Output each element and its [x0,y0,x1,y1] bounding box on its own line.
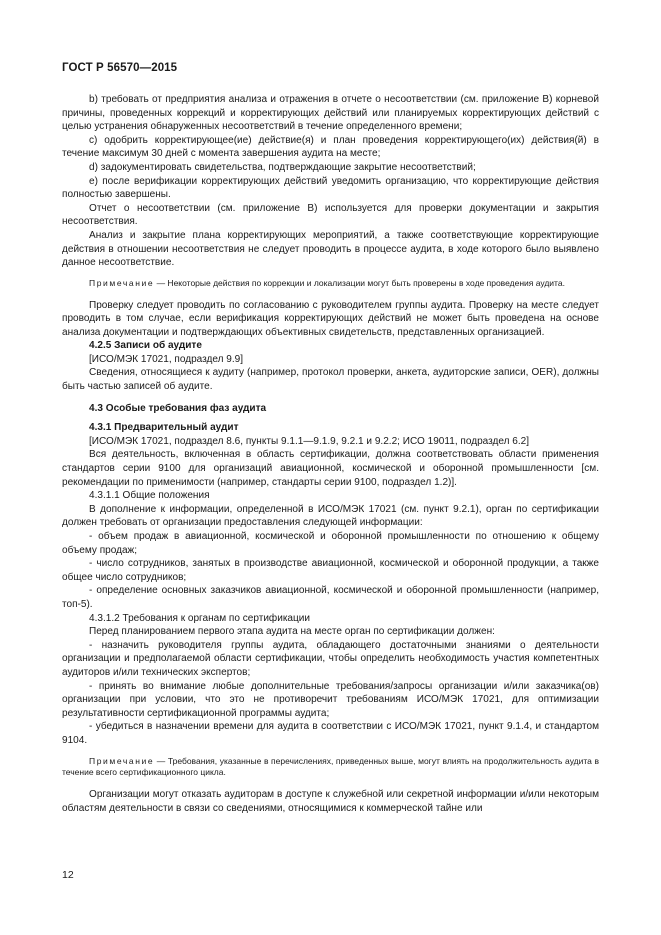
section-heading: 4.2.5 Записи об аудите [89,340,202,352]
body-paragraph: Анализ и закрытие плана корректирующих мероприятий, а также соответствующие корректирующие действия в отношении несоответствия не следует проводить в процессе аудита, в ходе которого было выявлено данное несоответствие. [62,229,599,269]
body-paragraph: В дополнение к информации, определенной в ИСО/МЭК 17021 (см. пункт 9.2.1), орган по сертификации должен требовать от организации предоставления следующей информации: [62,503,599,529]
body-paragraph: - принять во внимание любые дополнительные требования/запросы организации и/или заказчика(ов) организации при условии, что это не противоречит требованиям ИСО/МЭК 17021, для оптимизации результативности сертификационной программы аудита; [62,680,599,719]
body-paragraph: - объем продаж в авиационной, космической и оборонной промышленности по отношению к общему объему продаж; [62,531,599,556]
body-paragraph: Вся деятельность, включенная в область сертификации, должна соответствовать области применения стандартов серии 9100 для организаций авиационной, космической и оборонной промышленности [см. рекомендации по применимости (например, стандарты серии 9100, подраздел 1.2)]. [62,449,599,488]
section-heading: 4.3 Особые требования фаз аудита [89,402,267,414]
note-text: — Требования, указанные в перечислениях, приведенных выше, могут влиять на продолжительность аудита в течение всего сертификационного цикла. [62,755,599,778]
document-body [62,93,599,815]
note-label: Примечание [89,277,155,288]
document-header: ГОСТ Р 56570—2015 [62,62,178,74]
note-label: Примечание [89,755,155,766]
note-text: — Некоторые действия по коррекции и локализации могут быть проверены в ходе проведения аудита. [154,277,565,288]
note-paragraph [62,756,599,780]
body-paragraph: b) требовать от предприятия анализа и отражения в отчете о несоответствии (см. приложение В) корневой причины, проведенных коррекций и корректирующих действий или планируемых корректирующих действий с целью устранения обнаруженных несоответствий в течение определенного времени; [62,94,599,133]
body-paragraph: Организации могут отказать аудиторам в доступе к служебной или секретной информации и/или некоторым областям деятельности в связи со сведениями, относящимися к коммерческой тайне или [62,789,599,814]
body-paragraph: Перед планированием первого этапа аудита на месте орган по сертификации должен: [89,626,495,638]
body-paragraph: - назначить руководителя группы аудита, обладающего достаточными знаниями о деятельности организации и предполагаемой области сертификации, чтобы определить необходимость участия компетентных аудиторов и/или технических экспертов; [62,639,599,678]
body-paragraph: - число сотрудников, занятых в производстве авиационной, космической и оборонной продукции, а также общее число сотрудников; [62,558,599,583]
note-paragraph [62,278,599,290]
body-paragraph: - определение основных заказчиков авиационной, космической и оборонной промышленности (например, топ-5). [62,585,599,610]
body-paragraph: - убедиться в назначении времени для аудита в соответствии с ИСО/МЭК 17021, пункт 9.1.4, и стандартом 9104. [62,721,599,746]
body-paragraph: c) одобрить корректирующее(ие) действие(я) и план проведения корректирующего(их) действия(й) в течение максимум 30 дней с момента завершения аудита на месте; [62,134,599,160]
body-paragraph: [ИСО/МЭК 17021, подраздел 8.6, пункты 9.1.1—9.1.9, 9.2.1 и 9.2.2; ИСО 19011, подраздел 6.2] [89,435,530,447]
body-paragraph: Отчет о несоответствии (см. приложение В) используется для проверки документации и закрытия несоответствия. [62,202,599,228]
page-number: 12 [62,869,74,881]
body-paragraph: [ИСО/МЭК 17021, подраздел 9.9] [89,353,244,365]
body-paragraph: Проверку следует проводить по согласованию с руководителем группы аудита. Проверку на месте следует проводить в том случае, если верификация корректирующих действий не может быть проведена на основе анализа документации и подтверждающих объективных свидетельств, представленных организацией. [62,299,599,338]
body-paragraph: Сведения, относящиеся к аудиту (например, протокол проверки, анкета, аудиторские записи, OER), должны быть частью записей об аудите. [62,367,599,393]
body-paragraph: d) задокументировать свидетельства, подтверждающие закрытие несоответствий; [89,161,476,173]
body-paragraph: 4.3.1.1 Общие положения [89,490,210,502]
section-heading: 4.3.1 Предварительный аудит [89,422,239,434]
body-paragraph: 4.3.1.2 Требования к органам по сертификации [89,612,310,624]
body-paragraph: e) после верификации корректирующих действий уведомить организацию, что корректирующие действия полностью завершены. [62,175,599,201]
